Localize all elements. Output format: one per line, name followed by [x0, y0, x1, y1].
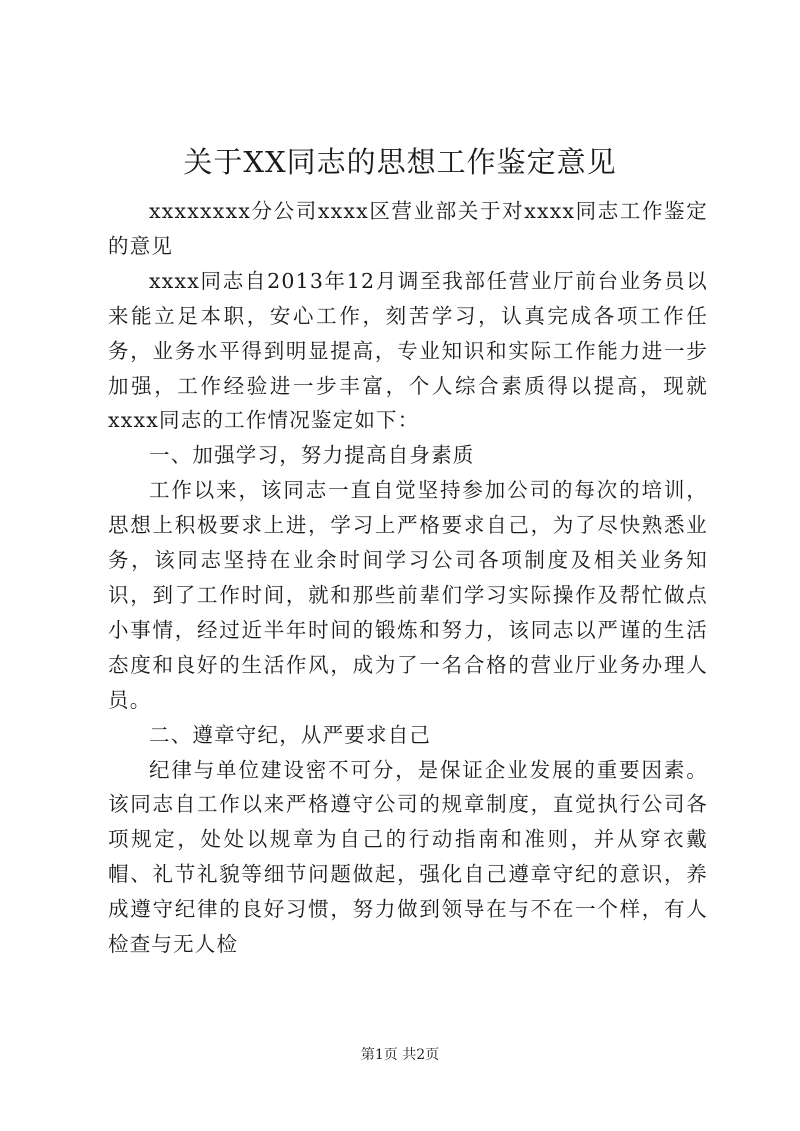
paragraph-section-1: 工作以来，该同志一直自觉坚持参加公司的每次的培训，思想上积极要求上进，学习上严格要求自己，为了尽快熟悉业务，该同志坚持在业余时间学习公司各项制度及相关业务知识，到了工作时间，就和那些前辈们学习实际操作及帮忙做点小事情，经过近半年时间的锻炼和努力，该同志以严谨的生活态度和良好的生活作风，成为了一名合格的营业厅业务办理人员。 [108, 478, 708, 712]
paragraph-intro: xxxx同志自2013年12月调至我部任营业厅前台业务员以来能立足本职，安心工作，刻苦学习，认真完成各项工作任务，业务水平得到明显提高，专业知识和实际工作能力进一步加强，工作经验进一步丰富，个人综合素质得以提高，现就xxxx同志的工作情况鉴定如下： [108, 268, 708, 433]
document-title: 关于XX同志的思想工作鉴定意见 [183, 145, 617, 179]
paragraph-heading-line: xxxxxxxx分公司xxxx区营业部关于对xxxx同志工作鉴定的意见 [108, 199, 708, 258]
page-footer: 第1页 共2页 [360, 1047, 440, 1063]
section-heading-2: 二、遵章守纪，从严要求自己 [149, 722, 432, 747]
section-heading-1: 一、加强学习，努力提高自身素质 [149, 443, 475, 468]
document-body [108, 194, 708, 962]
paragraph-section-2: 纪律与单位建设密不可分，是保证企业发展的重要因素。该同志自工作以来严格遵守公司的规章制度，直觉执行公司各项规定，处处以规章为自己的行动指南和准则，并从穿衣戴帽、礼节礼貌等细节问题做起，强化自己遵章守纪的意识，养成遵守纪律的良好习惯，努力做到领导在与不在一个样，有人检查与无人检 [108, 757, 708, 957]
